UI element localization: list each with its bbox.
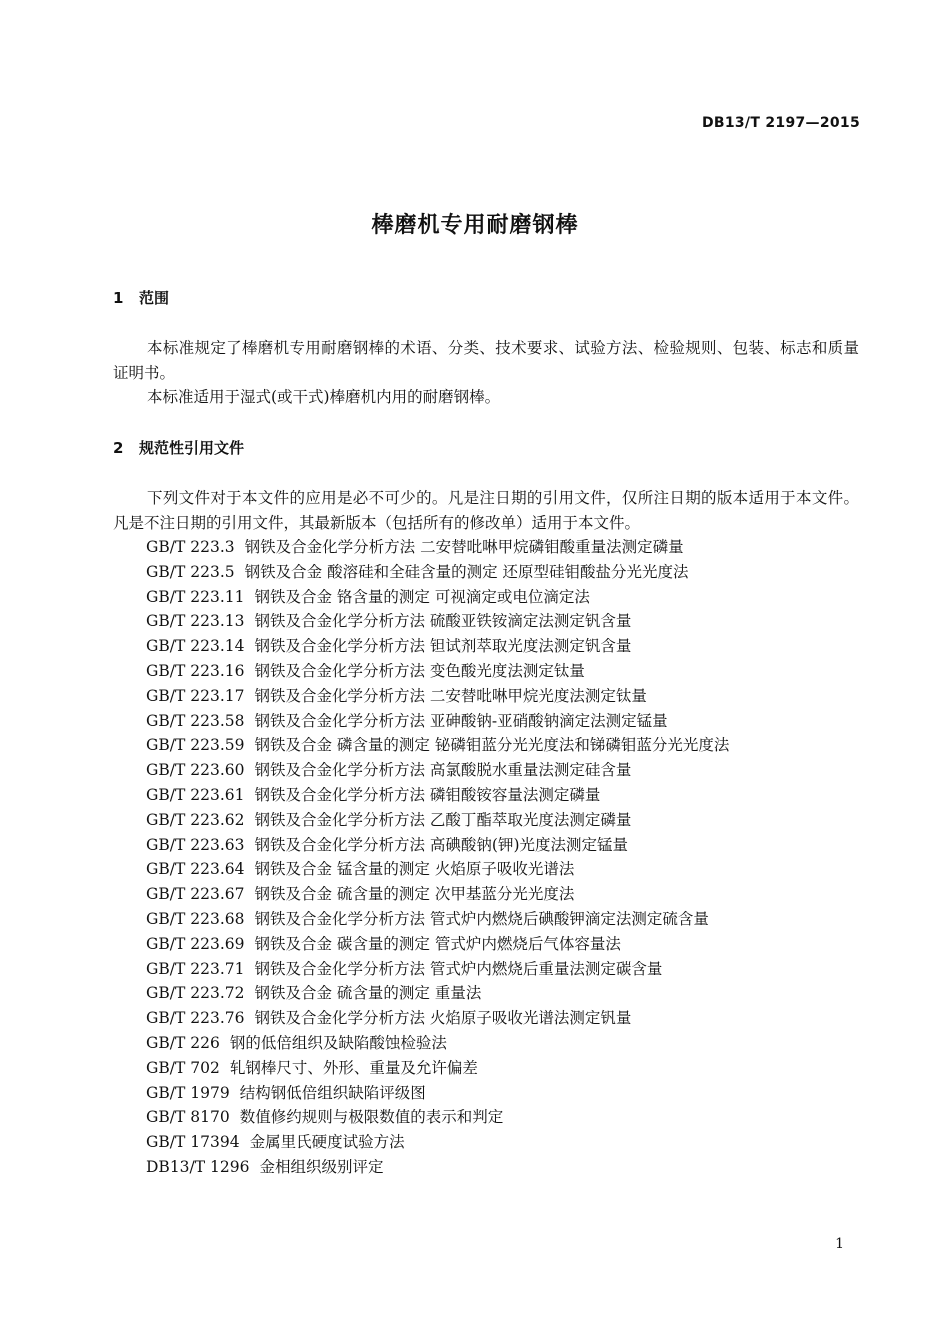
reference-title: 结构钢低倍组织缺陷评级图 [239, 1083, 426, 1102]
document-title: 棒磨机专用耐磨钢棒 [371, 213, 579, 238]
reference-code: GB/T 223.17 [146, 686, 245, 705]
reference-item [146, 1031, 729, 1056]
section-1-heading [113, 287, 169, 308]
reference-title: 钢的低倍组织及缺陷酸蚀检验法 [229, 1033, 447, 1052]
reference-item [146, 709, 729, 734]
reference-item [146, 634, 729, 659]
reference-code: GB/T 223.16 [146, 661, 245, 680]
reference-code: GB/T 8170 [146, 1108, 230, 1127]
scope-paragraph-1: 本标准规定了棒磨机专用耐磨钢棒的术语、分类、技术要求、试验方法、检验规则、包装、标志和质量证明书。 [113, 339, 859, 382]
reference-title: 钢铁及合金化学分析方法 硫酸亚铁铵滴定法测定钒含量 [254, 612, 632, 631]
reference-item [146, 1056, 729, 1081]
reference-title: 数值修约规则与极限数值的表示和判定 [239, 1108, 504, 1127]
reference-title: 钢铁及合金化学分析方法 磷钼酸铵容量法测定磷量 [254, 785, 601, 804]
reference-title: 钢铁及合金 酸溶硅和全硅含量的测定 还原型硅钼酸盐分光光度法 [244, 562, 689, 581]
reference-code: GB/T 223.62 [146, 810, 245, 829]
reference-title: 钢铁及合金化学分析方法 变色酸光度法测定钛量 [254, 661, 585, 680]
reference-item [146, 808, 729, 833]
reference-title: 钢铁及合金化学分析方法 高碘酸钠(钾)光度法测定锰量 [254, 835, 629, 854]
reference-code: GB/T 223.59 [146, 736, 245, 755]
reference-item [146, 609, 729, 634]
section-2-title: 规范性引用文件 [139, 439, 245, 457]
section-1-number: 1 [113, 289, 124, 307]
reference-item [146, 981, 729, 1006]
normative-references-list [146, 535, 729, 1180]
section-1-title: 范围 [139, 289, 170, 307]
reference-title: 金属里氏硬度试验方法 [249, 1133, 405, 1152]
reference-title: 钢铁及合金 碳含量的测定 管式炉内燃烧后气体容量法 [254, 934, 621, 953]
reference-title: 钢铁及合金化学分析方法 管式炉内燃烧后碘酸钾滴定法测定硫含量 [254, 909, 709, 928]
standard-code: DB13/T 2197—2015 [701, 115, 860, 131]
reference-item [146, 1081, 729, 1106]
reference-title: 钢铁及合金化学分析方法 二安替吡啉甲烷磷钼酸重量法测定磷量 [244, 538, 684, 556]
reference-code: GB/T 223.67 [146, 885, 245, 904]
reference-title: 钢铁及合金化学分析方法 二安替吡啉甲烷光度法测定钛量 [254, 686, 647, 705]
reference-title: 钢铁及合金化学分析方法 管式炉内燃烧后重量法测定碳含量 [254, 959, 663, 978]
reference-item [146, 932, 729, 957]
references-intro-paragraph: 下列文件对于本文件的应用是必不可少的。凡是注日期的引用文件，仅所注日期的版本适用于本文件。凡是不注日期的引用文件，其最新版本（包括所有的修改单）适用于本文件。 [113, 489, 859, 532]
scope-paragraph-2: 本标准适用于湿式(或干式)棒磨机内用的耐磨钢棒。 [147, 388, 501, 406]
reference-title: 钢铁及合金化学分析方法 火焰原子吸收光谱法测定钒量 [254, 1009, 632, 1028]
reference-title: 轧钢棒尺寸、外形、重量及允许偏差 [229, 1058, 478, 1077]
reference-item [146, 1155, 729, 1180]
reference-code: GB/T 223.61 [146, 785, 245, 804]
reference-title: 钢铁及合金 磷含量的测定 铋磷钼蓝分光光度法和锑磷钼蓝分光光度法 [254, 736, 730, 755]
reference-item [146, 882, 729, 907]
reference-code: GB/T 223.14 [146, 637, 245, 656]
reference-code: GB/T 223.3 [146, 538, 235, 556]
reference-code: GB/T 223.71 [146, 959, 245, 978]
reference-item [146, 907, 729, 932]
reference-item [146, 585, 729, 610]
reference-code: DB13/T 1296 [146, 1157, 250, 1176]
section-2-number: 2 [113, 439, 124, 457]
section-2-heading [113, 437, 244, 458]
reference-item [146, 833, 729, 858]
reference-item [146, 1105, 729, 1130]
page-number: 1 [835, 1236, 844, 1252]
reference-code: GB/T 223.68 [146, 909, 245, 928]
reference-title: 钢铁及合金化学分析方法 乙酸丁酯萃取光度法测定磷量 [254, 810, 632, 829]
reference-title: 金相组织级别评定 [259, 1157, 384, 1176]
reference-code: GB/T 223.69 [146, 934, 245, 953]
reference-title: 钢铁及合金化学分析方法 钽试剂萃取光度法测定钒含量 [254, 637, 632, 656]
reference-code: GB/T 223.13 [146, 612, 245, 631]
reference-code: GB/T 223.11 [146, 587, 245, 606]
reference-item [146, 758, 729, 783]
reference-item [146, 684, 729, 709]
reference-code: GB/T 223.76 [146, 1009, 245, 1028]
reference-item [146, 659, 729, 684]
reference-code: GB/T 17394 [146, 1133, 240, 1152]
reference-title: 钢铁及合金化学分析方法 亚砷酸钠-亚硝酸钠滴定法测定锰量 [254, 711, 668, 730]
reference-item [146, 560, 729, 585]
reference-title: 钢铁及合金 锰含量的测定 火焰原子吸收光谱法 [254, 860, 575, 879]
reference-code: GB/T 1979 [146, 1083, 230, 1102]
reference-title: 钢铁及合金化学分析方法 高氯酸脱水重量法测定硅含量 [254, 761, 632, 780]
reference-item [146, 733, 729, 758]
reference-item [146, 957, 729, 982]
reference-title: 钢铁及合金 硫含量的测定 重量法 [254, 984, 482, 1003]
reference-item [146, 535, 729, 560]
reference-code: GB/T 223.5 [146, 562, 235, 581]
reference-item [146, 857, 729, 882]
reference-item [146, 1130, 729, 1155]
reference-code: GB/T 223.58 [146, 711, 245, 730]
reference-item [146, 1006, 729, 1031]
reference-code: GB/T 223.63 [146, 835, 245, 854]
reference-code: GB/T 226 [146, 1033, 220, 1052]
reference-code: GB/T 223.64 [146, 860, 245, 879]
reference-code: GB/T 223.72 [146, 984, 245, 1003]
reference-code: GB/T 702 [146, 1058, 220, 1077]
reference-title: 钢铁及合金 硫含量的测定 次甲基蓝分光光度法 [254, 885, 575, 904]
reference-title: 钢铁及合金 铬含量的测定 可视滴定或电位滴定法 [254, 587, 590, 606]
reference-code: GB/T 223.60 [146, 761, 245, 780]
reference-item [146, 783, 729, 808]
